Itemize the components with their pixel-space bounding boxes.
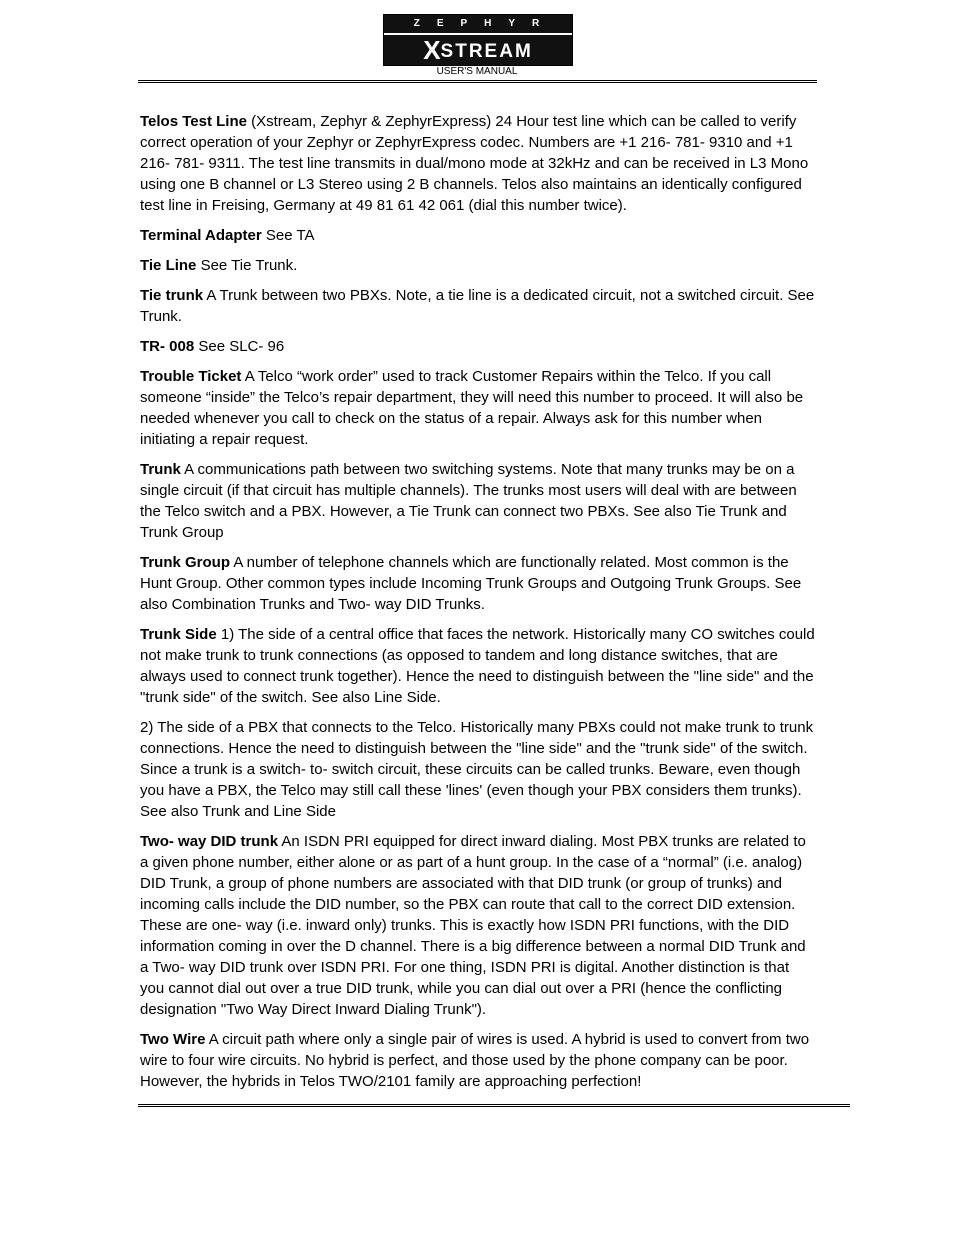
glossary-entry-tie-line (140, 255, 816, 276)
glossary-definition: (Xstream, Zephyr & ZephyrExpress) 24 Hour test line which can be called to verify correct operation of your Zephyr or ZephyrExpress codec. Numbers are +1 216- 781- 9310 and +1 216- 781- 9311. The test line transmits in dual/mono mode at 32kHz and can be received in L3 Mono using one B channel or L3 Stereo using 2 B channels. Telos also maintains an identically configured test line in Freising, Germany at 49 81 61 42 061 (dial this number twice). (140, 113, 809, 214)
glossary-definition: See TA (261, 227, 315, 244)
glossary-entry-telos-test-line (140, 111, 816, 216)
logo-x-mark: X (423, 35, 441, 65)
glossary-definition: A circuit path where only a single pair of wires is used. A hybrid is used to convert from two wire to four wire circuits. No hybrid is perfect, and those used by the phone company can be poor. However, the hybrids in Telos TWO/2101 family are approaching perfection! (140, 1031, 810, 1090)
glossary-definition: See Tie Trunk. (196, 257, 298, 274)
users-manual-label: USER'S MANUAL (436, 66, 518, 77)
glossary-term: Trunk Group (140, 554, 230, 571)
glossary-entry-two-way-did-trunk (140, 831, 816, 1020)
glossary-entry-tie-trunk (140, 285, 816, 327)
glossary-term: Trunk Side (140, 626, 217, 643)
glossary-entry-tr-008 (140, 336, 816, 357)
glossary-entry-trunk-side-continued (140, 717, 816, 822)
glossary-term: Terminal Adapter (140, 227, 262, 244)
glossary-definition: See SLC- 96 (194, 338, 285, 355)
glossary-definition: A Trunk between two PBXs. Note, a tie line is a dedicated circuit, not a switched circuit. See Trunk. (140, 287, 815, 325)
glossary-definition: 2) The side of a PBX that connects to the Telco. Historically many PBXs could not make trunk to trunk connections. Hence the need to distinguish between the "line side" and the "trunk side" of the switch. Since a trunk is a switch- to- switch circuit, these circuits can be called trunks. Beware, even though you have a PBX, the Telco may still call these 'lines' (even though your PBX considers them trunks). See also Trunk and Line Side (140, 719, 814, 820)
glossary-term: TR- 008 (140, 338, 195, 355)
glossary-definition: A Telco “work order” used to track Customer Repairs within the Telco. If you call someone “inside” the Telco’s repair department, they will need this number to proceed. It will also be needed whenever you call to check on the status of a repair. Always ask for this number when initiating a repair request. (140, 368, 804, 448)
footer-rule (138, 1104, 850, 1107)
glossary-entry-trunk (140, 459, 816, 543)
glossary-term: Tie Line (140, 257, 197, 274)
glossary-term: Tie trunk (140, 287, 204, 304)
glossary-definition: 1) The side of a central office that faces the network. Historically many CO switches could not make trunk to trunk connections (as opposed to tandem and long distance switches, that are always used to connect trunk together). Hence the need to distinguish between the "line side" and the "trunk side" of the switch. See also Line Side. (140, 626, 815, 706)
logo-stream-word: STREAM (440, 41, 533, 62)
header-rule (138, 80, 817, 83)
logo-divider (384, 33, 572, 35)
glossary-term: Trouble Ticket (140, 368, 242, 385)
glossary-entry-two-wire (140, 1029, 816, 1092)
glossary-term: Telos Test Line (140, 113, 247, 130)
logo-xstream-text (384, 37, 572, 63)
glossary-entry-trunk-group (140, 552, 816, 615)
glossary-definition: A number of telephone channels which are functionally related. Most common is the Hunt Group. Other common types include Incoming Trunk Groups and Outgoing Trunk Groups. See also Combination Trunks and Two- way DID Trunks. (140, 554, 802, 613)
glossary-entry-trouble-ticket (140, 366, 816, 450)
glossary-term: Trunk (140, 461, 181, 478)
logo-zephyr-text: ZEPHYR (413, 18, 557, 29)
glossary-content (140, 111, 816, 1101)
glossary-definition: An ISDN PRI equipped for direct inward dialing. Most PBX trunks are related to a given phone number, either alone or as part of a hunt group. In the case of a “normal” (i.e. analog) DID Trunk, a group of phone numbers are associated with that DID trunk (or group of trunks) and incoming calls include the DID number, so the PBX can route that call to the correct DID extension. These are one- way (i.e. inward only) trunks. This is exactly how ISDN PRI functions, with the DID information coming in over the D channel. There is a big difference between a normal DID Trunk and a Two- way DID trunk over ISDN PRI. For one thing, ISDN PRI is digital. Another distinction is that you cannot dial out over a true DID trunk, while you can dial out over a PRI (hence the conflicting designation "Two Way Direct Inward Dialing Trunk"). (140, 833, 806, 1018)
zephyr-xstream-logo (383, 14, 573, 66)
glossary-entry-terminal-adapter (140, 225, 816, 246)
glossary-term: Two Wire (140, 1031, 206, 1048)
glossary-entry-trunk-side (140, 624, 816, 708)
glossary-term: Two- way DID trunk (140, 833, 279, 850)
glossary-definition: A communications path between two switching systems. Note that many trunks may be on a single circuit (if that circuit has multiple channels). The trunks most users will deal with are between the Telco switch and a PBX. However, a Tie Trunk can connect two PBXs. See also Tie Trunk and Trunk Group (140, 461, 797, 541)
